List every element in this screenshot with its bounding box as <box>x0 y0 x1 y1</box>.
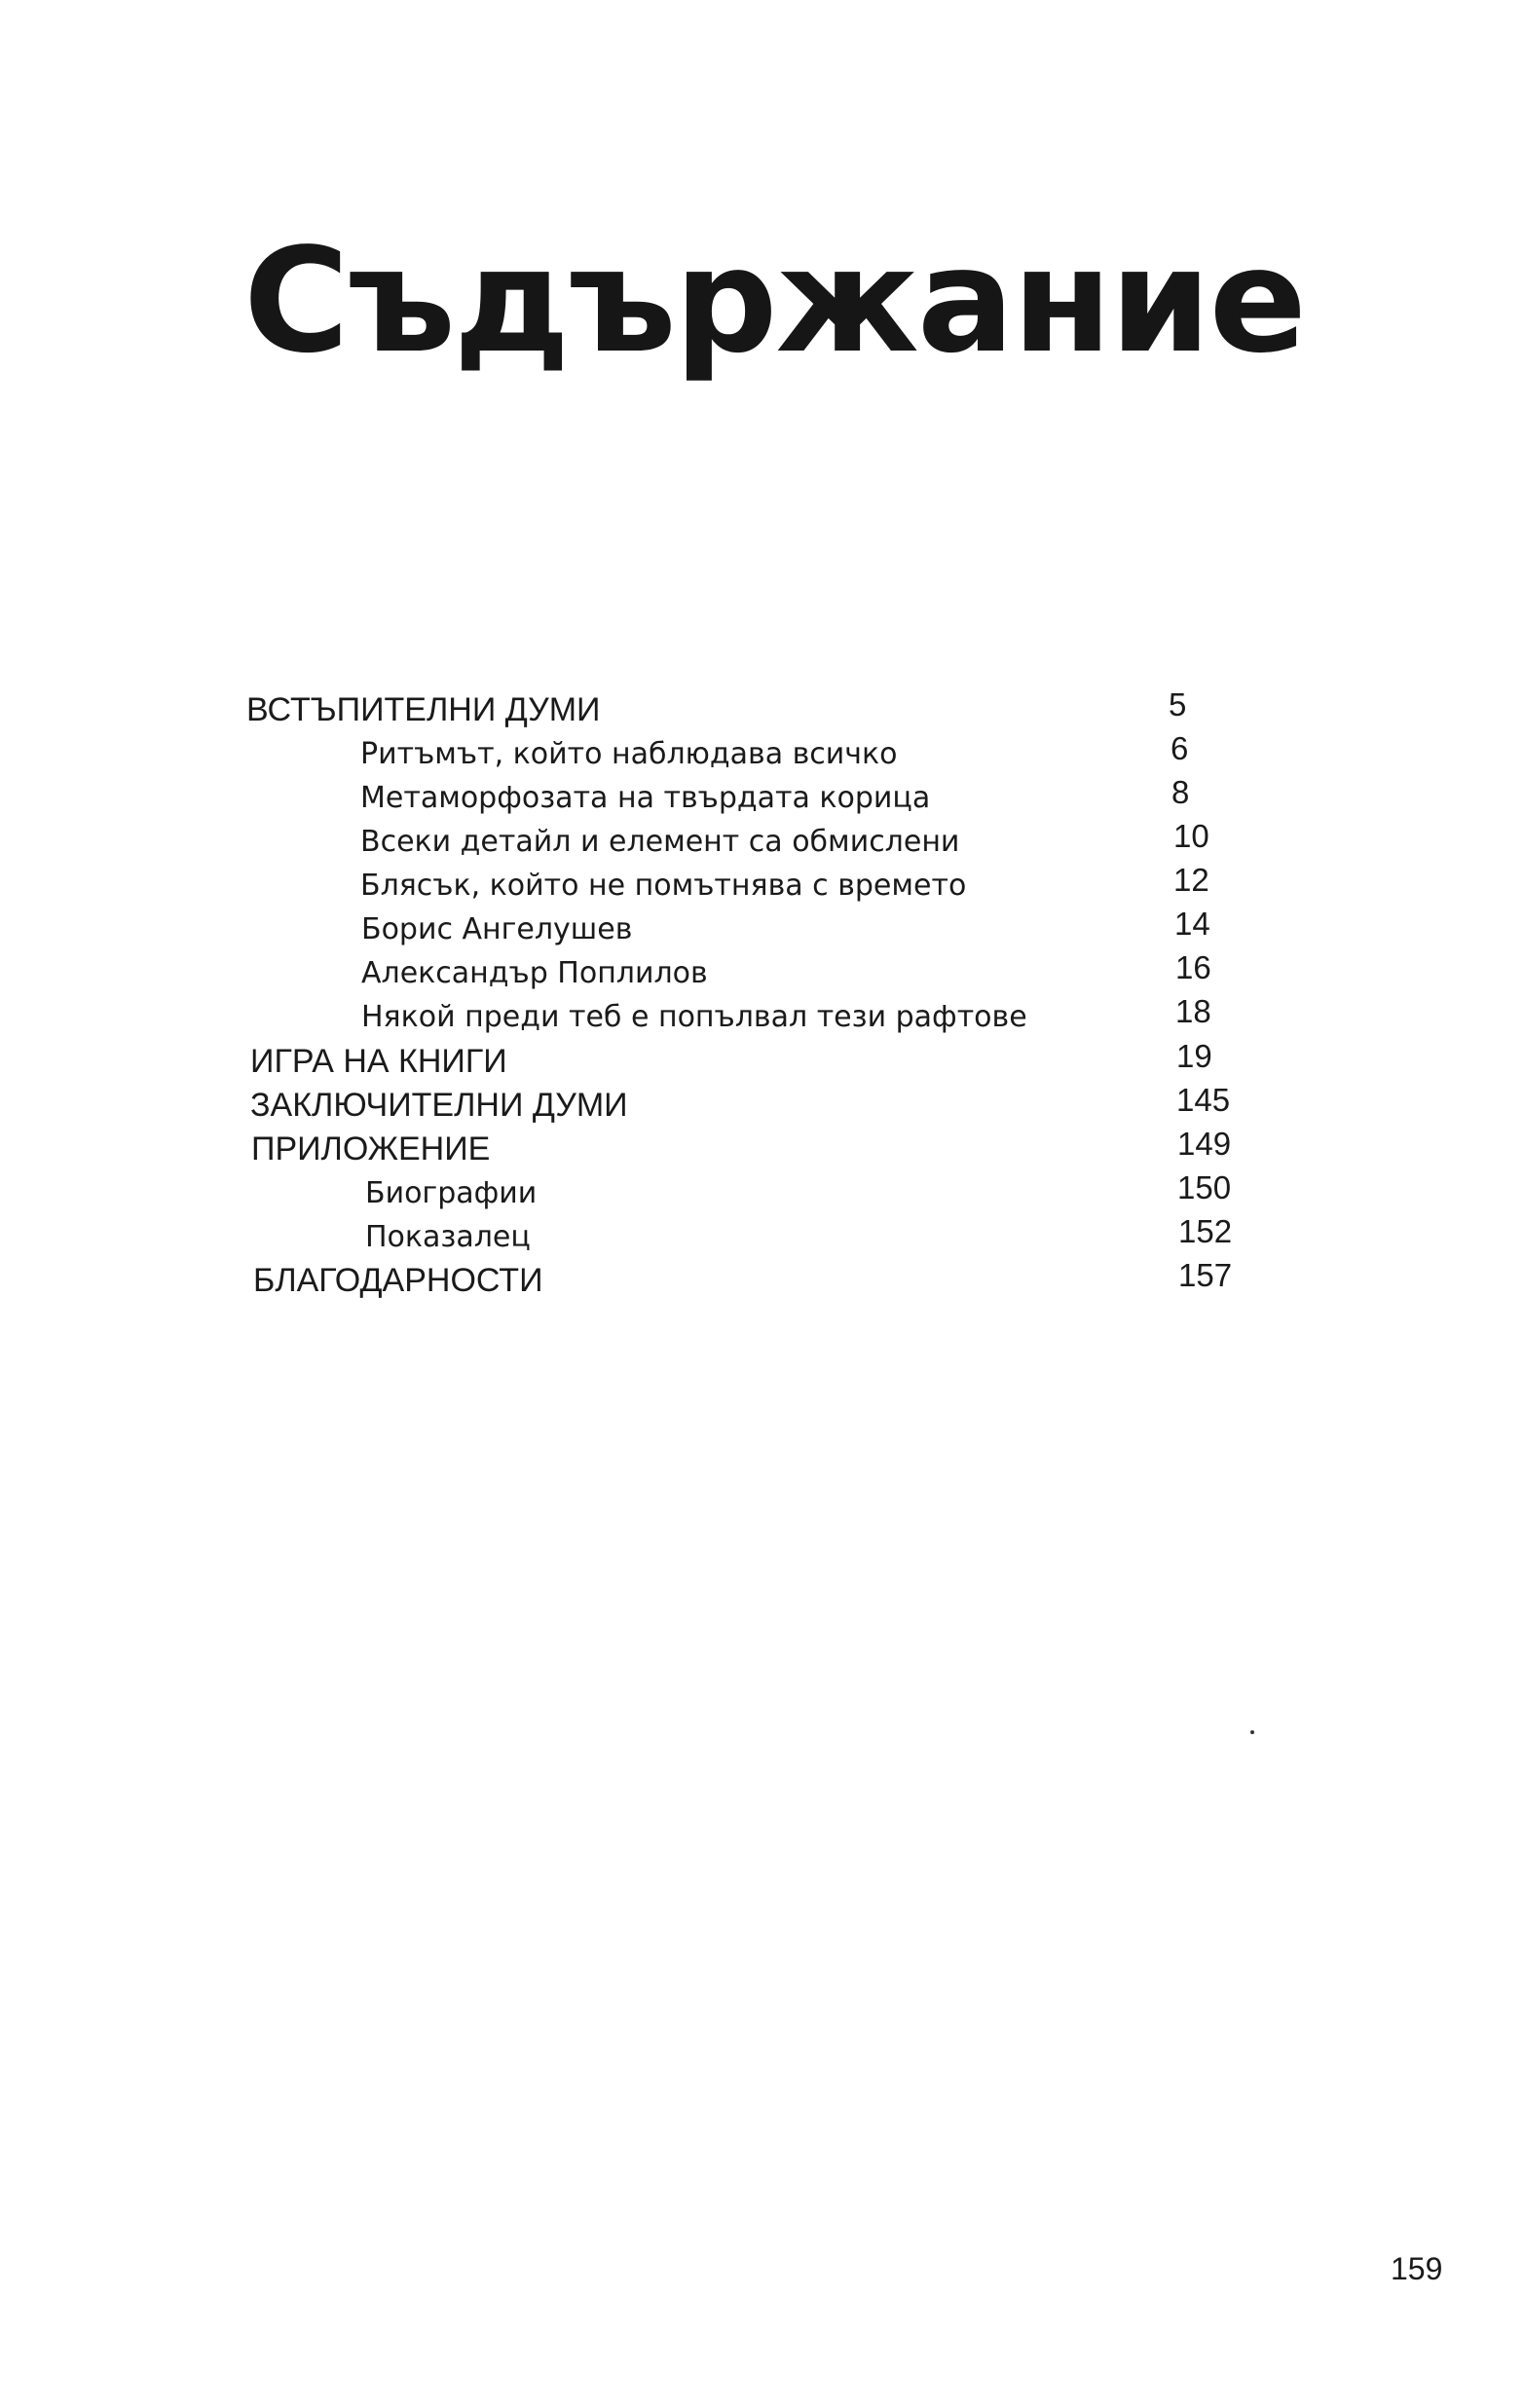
toc-entry-page: 5 <box>1169 686 1187 722</box>
toc-entry[interactable] <box>0 732 1524 776</box>
toc-entry-title: Показалец <box>365 1220 531 1254</box>
toc-entry-title: БЛАГОДАРНОСТИ <box>253 1262 543 1299</box>
toc-entry[interactable] <box>0 864 1524 908</box>
toc-entry[interactable] <box>0 776 1524 820</box>
toc-entry[interactable] <box>0 995 1524 1039</box>
toc-entry[interactable] <box>0 1128 1524 1171</box>
toc-entry-title: Някой преди теб е попълвал тези рафтове <box>361 1000 1027 1034</box>
toc-entry-page: 157 <box>1178 1257 1233 1293</box>
toc-entry[interactable] <box>0 820 1524 864</box>
toc-entry-page: 14 <box>1174 906 1210 942</box>
toc-entry-page: 10 <box>1173 818 1209 854</box>
toc-entry-page: 152 <box>1178 1213 1233 1249</box>
toc-entry-title: Метаморфозата на твърдата корица <box>360 781 931 815</box>
toc-entry-page: 6 <box>1171 730 1189 766</box>
toc-entry-page: 19 <box>1176 1038 1212 1074</box>
toc-entry[interactable] <box>0 1215 1524 1259</box>
toc-entry-title: Борис Ангелушев <box>361 912 633 946</box>
toc-entry-title: ИГРА НА КНИГИ <box>250 1043 507 1080</box>
toc-entry-page: 18 <box>1175 993 1211 1029</box>
toc-entry-page: 149 <box>1177 1126 1232 1162</box>
print-speck <box>1250 1730 1254 1734</box>
toc-entry[interactable] <box>0 688 1524 732</box>
toc-entry-page: 12 <box>1173 862 1209 898</box>
toc-entry-title: Александър Поплилов <box>361 956 708 990</box>
toc-entry-title: Ритъмът, който наблюдава всичко <box>360 737 898 771</box>
page-number: 159 <box>1391 2251 1443 2286</box>
page-title: Съдържание <box>243 217 1305 385</box>
toc-entry-title: Блясък, който не помътнява с времето <box>360 869 967 903</box>
toc-entry[interactable] <box>0 1259 1524 1303</box>
toc-entry[interactable] <box>0 908 1524 951</box>
toc-entry-title: ЗАКЛЮЧИТЕЛНИ ДУМИ <box>250 1087 628 1124</box>
toc-entry-page: 16 <box>1175 949 1211 985</box>
toc-entry-page: 8 <box>1171 774 1190 810</box>
toc-entry-page: 150 <box>1177 1169 1232 1205</box>
toc-entry[interactable] <box>0 951 1524 995</box>
toc-entry-page: 145 <box>1176 1082 1231 1118</box>
toc-entry-title: Биографии <box>365 1176 538 1210</box>
toc-entry-title: ВСТЪПИТЕЛНИ ДУМИ <box>246 691 601 728</box>
toc-entry[interactable] <box>0 1171 1524 1215</box>
toc-entry-title: Всеки детайл и елемент са обмислени <box>360 825 960 859</box>
toc-entry[interactable] <box>0 1084 1524 1128</box>
toc-entry[interactable] <box>0 1040 1524 1084</box>
toc-entry-title: ПРИЛОЖЕНИЕ <box>251 1130 491 1167</box>
